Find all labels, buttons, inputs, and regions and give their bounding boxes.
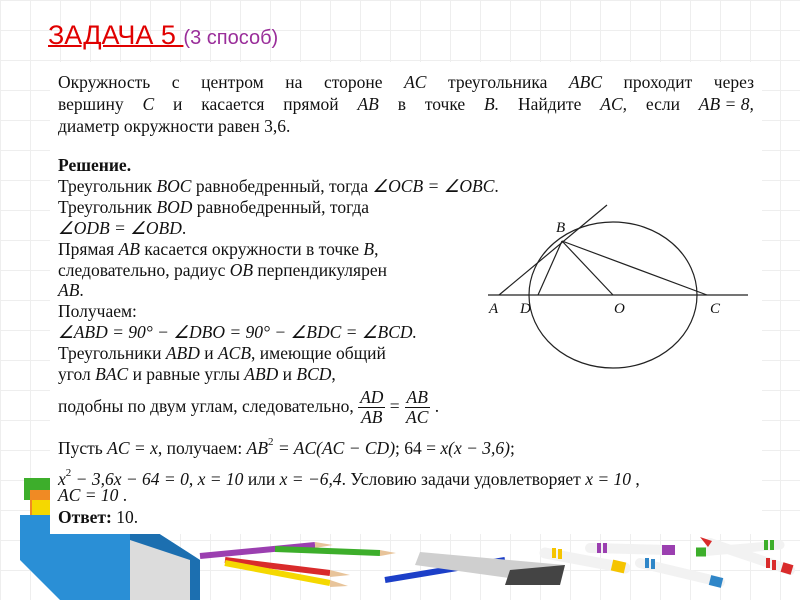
text: ; bbox=[510, 438, 515, 458]
word: проходит bbox=[623, 72, 693, 92]
math-var: x bbox=[58, 469, 66, 489]
text: . bbox=[181, 218, 187, 238]
text: перпендикулярен bbox=[253, 260, 387, 280]
text: и bbox=[278, 364, 297, 384]
denominator: AB bbox=[361, 407, 383, 428]
math-var: B. bbox=[484, 94, 500, 114]
word: через bbox=[713, 72, 754, 92]
word: точке bbox=[424, 94, 466, 114]
math-expr: = AC(AC − CD) bbox=[273, 438, 396, 458]
answer-line bbox=[58, 507, 138, 527]
problem-line-2 bbox=[58, 94, 754, 114]
math-expr: AC = x bbox=[107, 438, 158, 458]
solution-line-9 bbox=[58, 343, 386, 363]
math-expr: AB = 8, bbox=[698, 94, 754, 114]
label-d: D bbox=[520, 301, 531, 317]
text: Треугольники bbox=[58, 343, 166, 363]
denominator: AC bbox=[406, 407, 429, 428]
word: в bbox=[397, 94, 406, 114]
math-var: BOC bbox=[156, 176, 192, 196]
text: Треугольник bbox=[58, 176, 157, 196]
math-expr: − 3,6x − 64 = 0 bbox=[71, 469, 189, 489]
text: и bbox=[199, 343, 218, 363]
problem-line-3: диаметр окружности равен 3,6. bbox=[58, 116, 291, 136]
word: треугольника bbox=[447, 72, 548, 92]
math-var: AB bbox=[118, 239, 140, 259]
math-expr: x = 10 bbox=[197, 469, 244, 489]
word: касается bbox=[201, 94, 265, 114]
word: Окружность bbox=[58, 72, 151, 92]
text: Треугольник bbox=[58, 197, 157, 217]
solution-line-1 bbox=[58, 176, 499, 196]
math-var: BOD bbox=[156, 197, 193, 217]
math-var: BCD bbox=[296, 364, 332, 384]
numerator: AD bbox=[360, 387, 384, 408]
text: Пусть bbox=[58, 438, 108, 458]
solution-line-6 bbox=[58, 280, 84, 300]
text: . Условию задачи удовлетворяет bbox=[341, 469, 586, 489]
word: прямой bbox=[283, 94, 339, 114]
answer-label: Ответ: bbox=[58, 507, 112, 527]
math-var: AB bbox=[357, 94, 379, 114]
text: следовательно, радиус bbox=[58, 260, 230, 280]
solution-line-11 bbox=[58, 386, 439, 427]
math-var: C bbox=[142, 94, 155, 114]
word: центром bbox=[201, 72, 264, 92]
math-var: ABD bbox=[165, 343, 200, 363]
math-var: OB bbox=[229, 260, 254, 280]
solution-line-3 bbox=[58, 218, 186, 238]
text: равнобедренный, тогда bbox=[191, 176, 373, 196]
equals: = bbox=[385, 396, 405, 416]
word: на bbox=[285, 72, 303, 92]
solution-line-7: Получаем: bbox=[58, 301, 137, 321]
problem-line-1 bbox=[58, 72, 754, 92]
text: . bbox=[430, 396, 440, 416]
solution-line-10 bbox=[58, 364, 336, 384]
math-var: ABD bbox=[244, 364, 279, 384]
text: равнобедренный, тогда bbox=[192, 197, 370, 217]
math-var: ACB bbox=[217, 343, 252, 363]
math-expr: ∠ODB = ∠OBD bbox=[58, 218, 182, 238]
text: , имеющие общий bbox=[251, 343, 386, 363]
word: стороне bbox=[323, 72, 383, 92]
text: . bbox=[79, 280, 84, 300]
text: и равные углы bbox=[128, 364, 245, 384]
text: . bbox=[494, 176, 499, 196]
word: Найдите bbox=[517, 94, 582, 114]
math-expr: ∠ABD = 90° − ∠DBO = 90° − ∠BDC = ∠BCD. bbox=[58, 322, 417, 342]
label-c: C bbox=[710, 301, 721, 317]
text: . bbox=[118, 485, 128, 505]
solution-line-14 bbox=[58, 485, 127, 505]
math-expr: ∠OCB = ∠OBC bbox=[372, 176, 495, 196]
text: Прямая bbox=[58, 239, 119, 259]
text: , bbox=[331, 364, 336, 384]
title-main: ЗАДАЧА 5 bbox=[48, 20, 184, 50]
math-var: B bbox=[363, 239, 375, 259]
math-var: AC bbox=[404, 72, 427, 92]
solution-line-4 bbox=[58, 239, 378, 259]
math-var: AB bbox=[58, 280, 80, 300]
text: касается окружности в точке bbox=[139, 239, 364, 259]
text: угол bbox=[58, 364, 96, 384]
solution-heading: Решение. bbox=[58, 155, 132, 175]
math-var: AC, bbox=[600, 94, 628, 114]
markers-icon bbox=[545, 537, 792, 583]
text: или bbox=[243, 469, 280, 489]
answer-value: 10. bbox=[111, 507, 139, 527]
math-expr: x(x − 3,6) bbox=[440, 438, 511, 458]
text: , bbox=[188, 469, 198, 489]
text: ; 64 = bbox=[395, 438, 441, 458]
text: , получаем: bbox=[157, 438, 247, 458]
text: , bbox=[374, 239, 379, 259]
pencils-icon bbox=[200, 542, 396, 587]
math-expr: x = 10 bbox=[585, 469, 632, 489]
solution-line-8 bbox=[58, 322, 417, 342]
fraction-ad-ab bbox=[358, 388, 385, 427]
math-var: BAC bbox=[95, 364, 129, 384]
math-var: AB bbox=[246, 438, 269, 458]
label-a: A bbox=[489, 301, 499, 317]
word: и bbox=[173, 94, 183, 114]
solution-line-5 bbox=[58, 260, 387, 280]
title-subtitle: (3 способ) bbox=[183, 27, 279, 49]
word: с bbox=[171, 72, 180, 92]
numerator: AB bbox=[406, 387, 428, 408]
solution-line-2 bbox=[58, 197, 369, 217]
solution-line-13 bbox=[58, 463, 640, 489]
exponent: 2 bbox=[65, 467, 72, 479]
text: подобны по двум углам, следовательно, bbox=[58, 396, 359, 416]
word: вершину bbox=[58, 94, 124, 114]
exponent: 2 bbox=[268, 436, 274, 448]
pen-ruler-icon bbox=[385, 552, 565, 585]
math-expr: x = −6,4 bbox=[279, 469, 342, 489]
label-b: B bbox=[556, 220, 566, 236]
math-expr: AC = 10 bbox=[58, 485, 119, 505]
text: , bbox=[631, 469, 640, 489]
fraction-ab-ac bbox=[404, 388, 430, 427]
solution-line-12 bbox=[58, 432, 515, 458]
label-o: O bbox=[614, 301, 625, 317]
word: если bbox=[645, 94, 680, 114]
math-var: ABC bbox=[568, 72, 602, 92]
